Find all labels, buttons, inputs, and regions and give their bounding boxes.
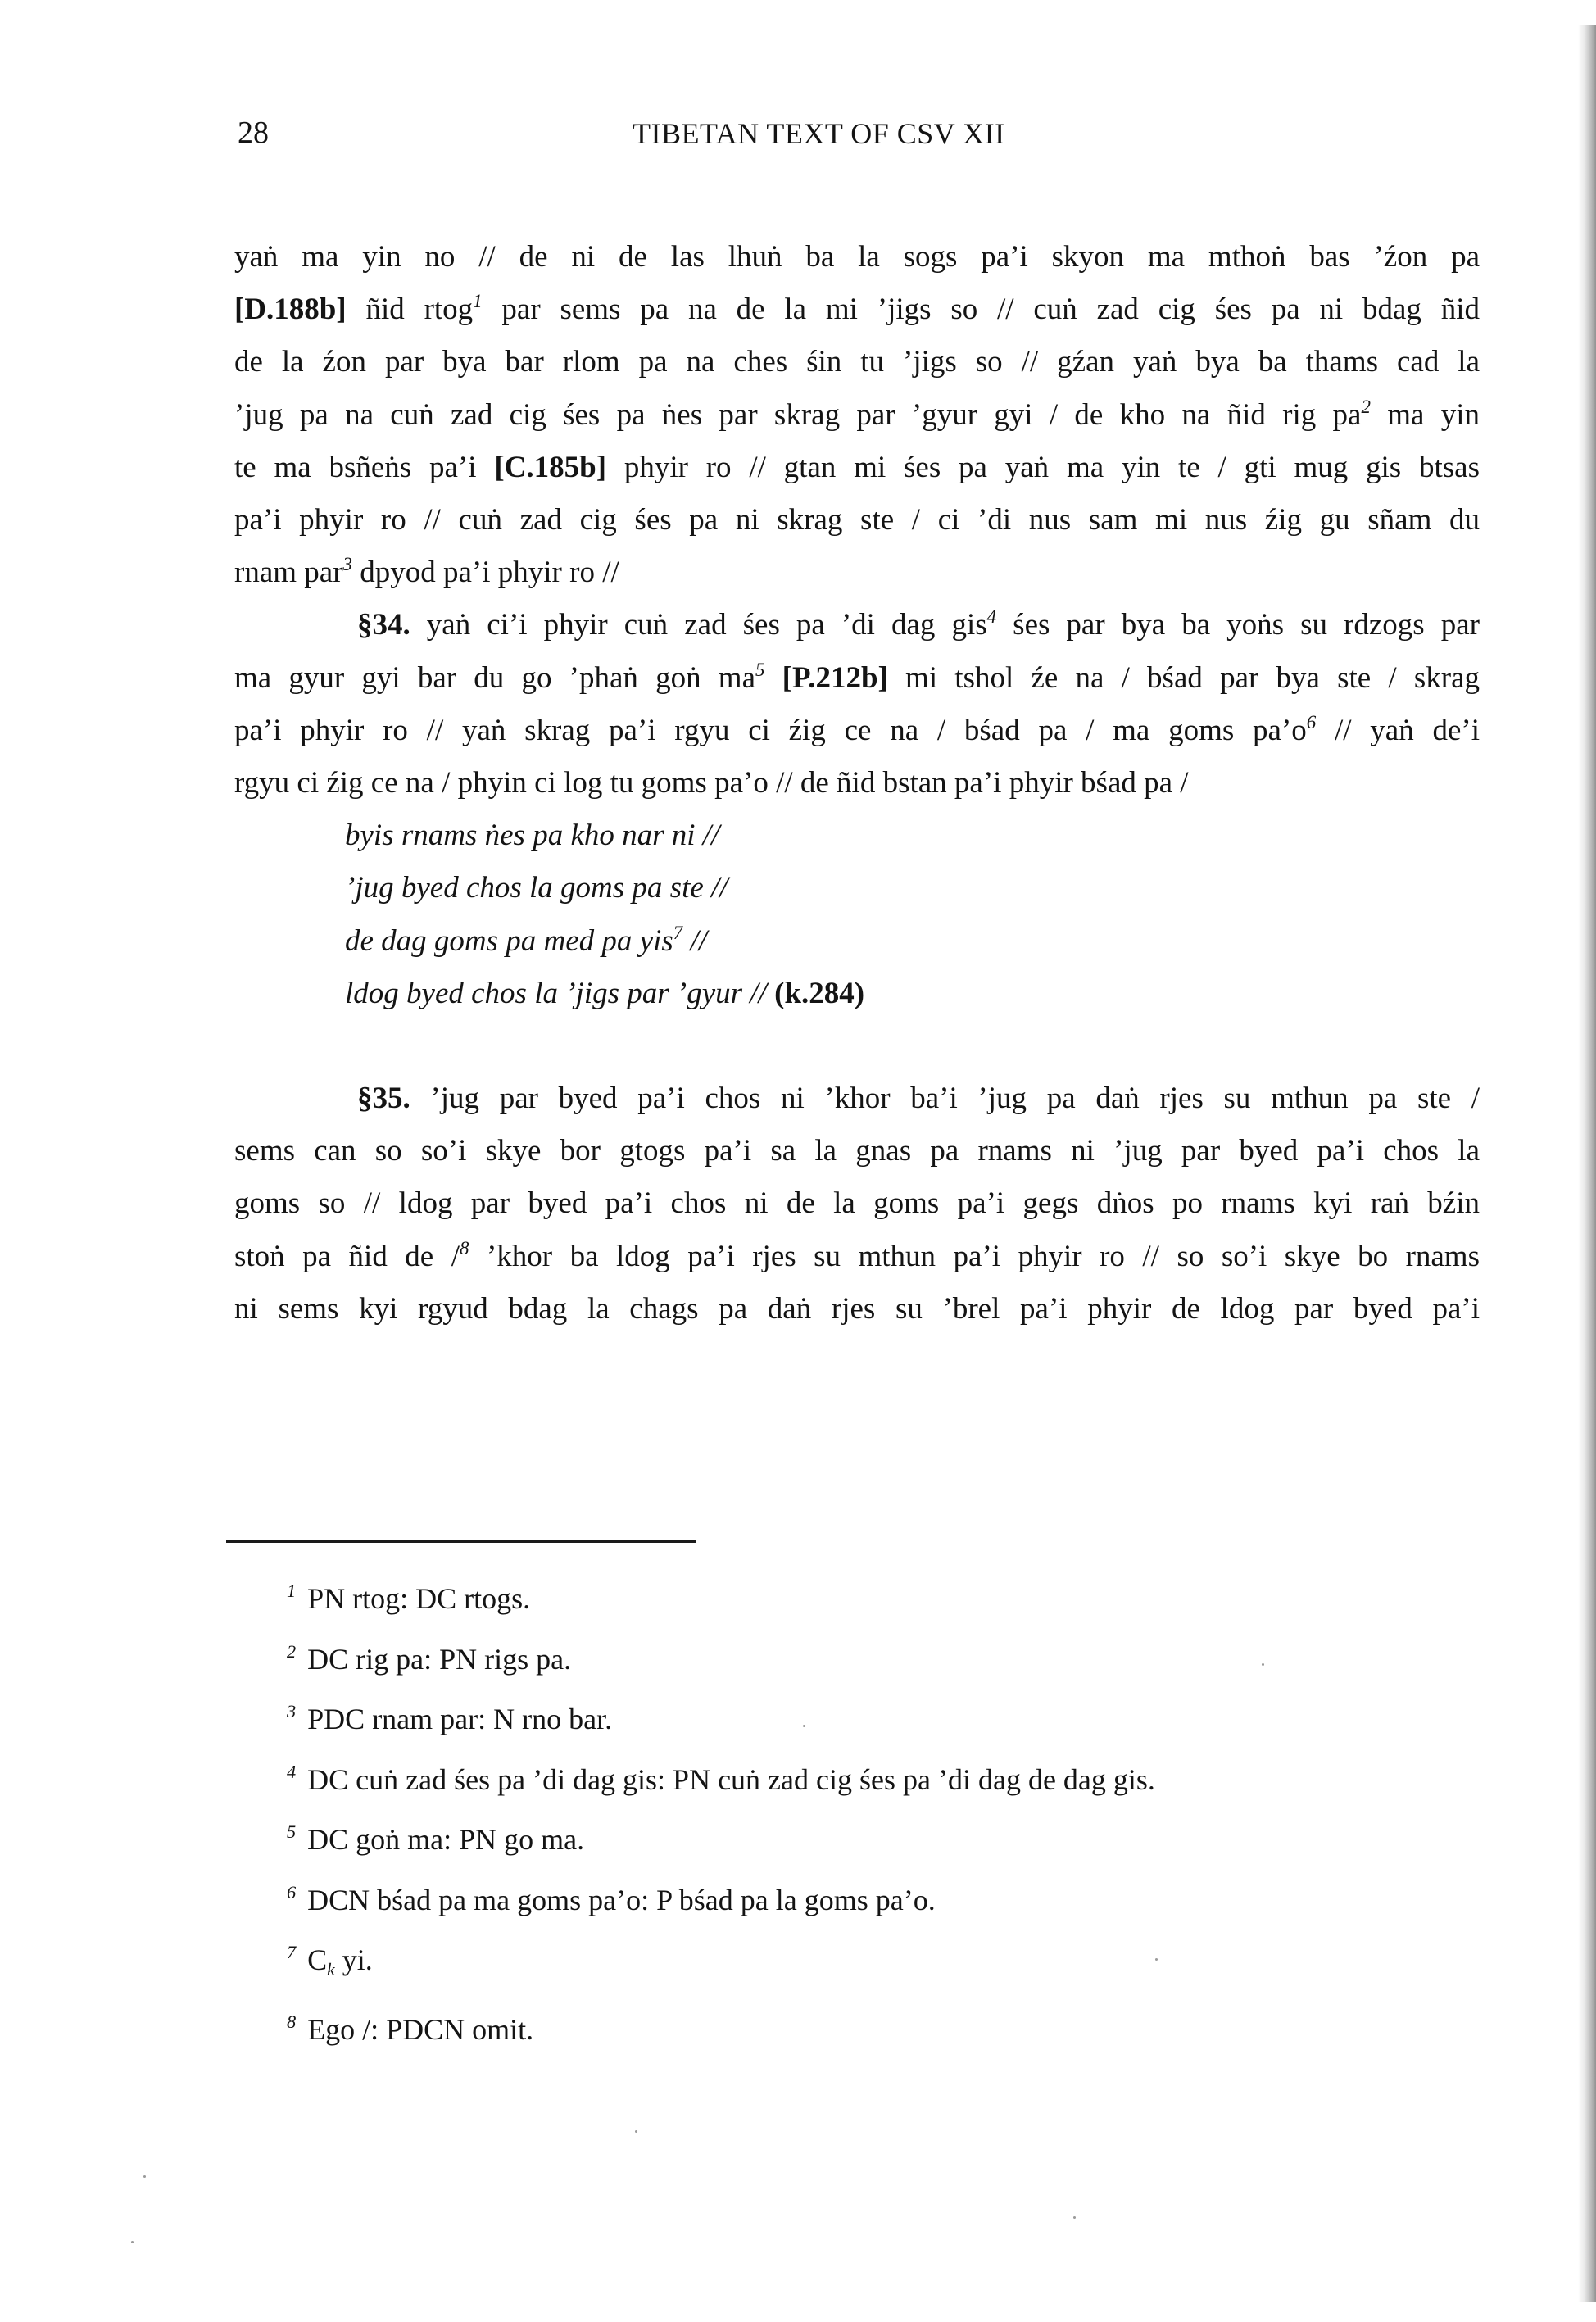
footnote: $^2$ DC rig pa: PN rigs pa.: [287, 1640, 572, 1676]
verse-block: [345, 810, 1480, 1020]
scan-speck: [1262, 1663, 1264, 1666]
text-line: pa’i phyir ro // cuṅ zad cig śes pa ni skrag ste / ci ’di nus sam mi nus źig gu sñam du: [234, 503, 1480, 537]
footnote-marker: 1: [473, 290, 483, 311]
footnote: $^3$ PDC rnam par: N rno bar.: [287, 1701, 613, 1735]
karika-reference: (k.284): [774, 976, 865, 1010]
text-line: stoṅ pa ñid de /$^8$ ’khor ba ldog pa’i rjes su mthun pa’i phyir ro // so so’i skye bo rnams: [234, 1237, 1480, 1273]
footnote-marker: 3: [342, 554, 352, 574]
footnote-marker: 2: [1361, 396, 1371, 417]
text-line: ni sems kyi rgyud bdag la chags pa daṅ rjes su ’brel pa’i phyir de ldog par byed pa’i: [234, 1291, 1480, 1326]
paragraph-gap: [234, 1020, 1480, 1073]
footnote-marker: 7: [673, 922, 683, 943]
scan-speck: [803, 1725, 805, 1727]
scan-speck: [1073, 2216, 1076, 2219]
page-number: 28: [238, 116, 269, 150]
text-line: de la źon par bya bar rlom pa na ches śin tu ’jigs so // gźan yaṅ bya ba thams cad la: [234, 345, 1480, 379]
text-line: ’jug pa na cuṅ zad cig śes pa ṅes par skrag par ’gyur gyi / de kho na ñid rig $pa^2$ ma yin: [234, 396, 1480, 432]
section-number: §35.: [357, 1082, 410, 1116]
footnote: $^5$ DC goṅ ma: PN go ma.: [287, 1821, 585, 1856]
text-line: goms so // ldog par byed pa’i chos ni de la goms pa’i gegs dṅos po rnams kyi raṅ bźin: [234, 1186, 1480, 1221]
scan-edge-shadow: [1578, 25, 1596, 2302]
running-title: TIBETAN TEXT OF CSV XII: [633, 117, 1005, 150]
text-line: ma gyur gyi bar du go ’phaṅ goṅ $ma^5$ [P.212b] mi tshol źe na / bśad par bya ste / skrag: [234, 659, 1480, 695]
scan-speck: [143, 2175, 146, 2178]
footnote-marker: 8: [460, 1237, 469, 1259]
scan-speck: [635, 2130, 637, 2133]
text-line: rgyu ci źig ce na / phyin ci log tu goms pa’o // de ñid bstan pa’i phyir bśad pa /: [234, 766, 1189, 800]
verse-line: ’jug byed chos la goms pa ste //: [345, 871, 728, 905]
verse-line: de dag goms pa med pa yis$^7$ //: [345, 922, 708, 958]
text-line: sems can so so’i skye bor gtogs pa’i sa la gnas pa rnams ni ’jug par byed pa’i chos la: [234, 1134, 1480, 1168]
footnote: $^1$ PN rtog: DC rtogs.: [287, 1581, 531, 1615]
footnote-marker: 6: [1306, 711, 1317, 732]
text-line: [D.188b] ñid rtog$^1$ par sems pa na de la mi ’jigs so // cuṅ zad cig śes pa ni bdag ñid: [234, 290, 1480, 327]
scan-speck: [1155, 1958, 1158, 1961]
section-number: §34.: [357, 608, 410, 642]
footnotes: [287, 1569, 1434, 2060]
footnote: $^4$ DC cuṅ zad śes pa ’di dag gis: PN cuṅ zad cig śes pa ’di dag de dag gis.: [287, 1761, 1155, 1796]
footnote-marker: 4: [986, 606, 997, 628]
footnote-separator: [226, 1540, 696, 1543]
text-line: rnam par$^3$ dpyod pa’i phyir ro //: [234, 554, 619, 590]
text-line: §35. ’jug par byed pa’i chos ni ’khor ba’i ’jug pa daṅ rjes su mthun pa ste /: [357, 1082, 1480, 1116]
text-line: pa’i phyir ro // yaṅ skrag pa’i rgyu ci źig ce na / bśad pa / ma goms $pa’o^6$ // yaṅ de’i: [234, 711, 1480, 747]
footnote: $^8$ Ego /: PDCN omit.: [287, 2011, 534, 2046]
text-line: §34. yaṅ ci’i phyir cuṅ zad śes pa ’di dag gis$^4$ śes par bya ba yoṅs su rdzogs par: [357, 606, 1480, 642]
footnote: $^7$ $C_k$ yi.: [287, 1942, 373, 1980]
folio-reference: [D.188b]: [234, 293, 347, 327]
verse-line: byis rnams ṅes pa kho nar ni //: [345, 819, 720, 853]
folio-reference: [P.212b]: [782, 660, 888, 695]
text-line: te ma bsñeṅs pa’i [C.185b] phyir ro // gtan mi śes pa yaṅ ma yin te / gti mug gis btsas: [234, 450, 1480, 484]
scan-speck: [131, 2241, 134, 2243]
footnote: $^6$ DCN bśad pa ma goms pa’o: P bśad pa la goms pa’o.: [287, 1881, 936, 1916]
text-line: yaṅ ma yin no // de ni de las lhuṅ ba la sogs pa’i skyon ma mthoṅ bas ’źon pa: [234, 240, 1480, 274]
verse-line: ldog byed chos la ’jigs par ’gyur // (k.284): [345, 976, 865, 1010]
footnote-marker: 5: [755, 659, 765, 680]
body-text: [234, 231, 1480, 1336]
folio-reference: [C.185b]: [494, 450, 607, 484]
page-header: [238, 115, 1426, 164]
